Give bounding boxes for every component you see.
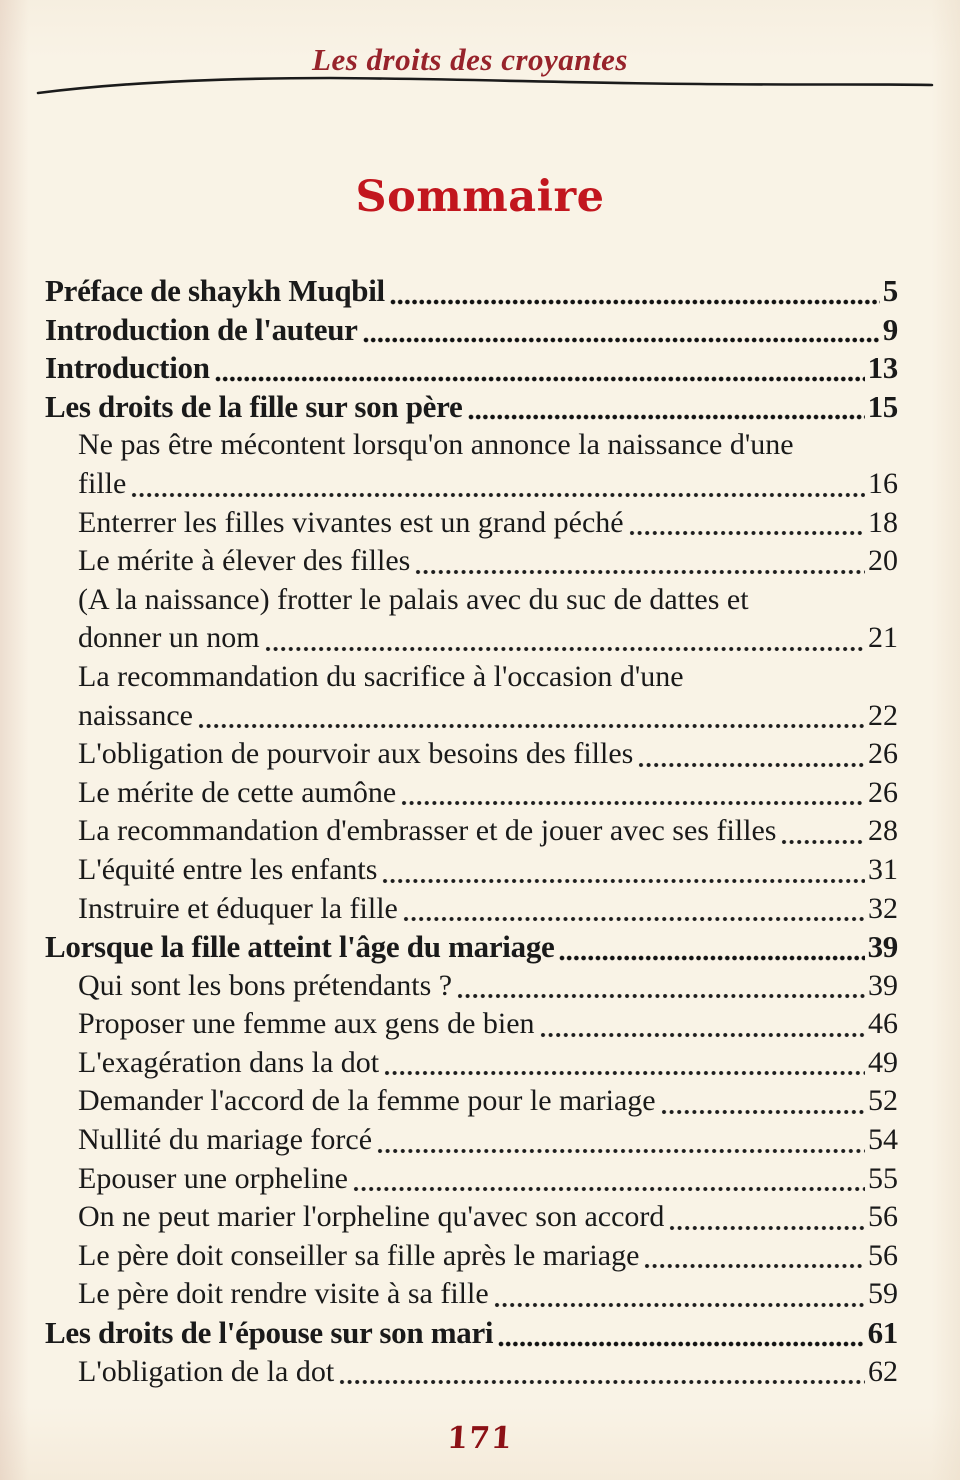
- toc-entry-line: [45, 504, 898, 543]
- dot-leader: [468, 414, 865, 420]
- dot-leader: [215, 376, 865, 382]
- toc-entry-text: (A la naissance) frotter le palais avec du suc de dattes et: [78, 582, 749, 616]
- dot-leader: [498, 1341, 864, 1347]
- header-rule-line: [0, 55, 960, 115]
- dot-leader: [390, 299, 880, 305]
- toc-entry-text: Ne pas être mécontent lorsqu'on annonce la naissance d'une: [78, 428, 794, 462]
- toc-entry-line: [45, 311, 898, 350]
- dot-leader: [403, 916, 865, 922]
- toc-entry-page-number: 39: [867, 929, 898, 965]
- toc-entry-text: La recommandation du sacrifice à l'occasion d'une: [78, 659, 684, 693]
- toc-entry-page-number: 56: [868, 1238, 898, 1272]
- toc-entry-page-number: 52: [868, 1084, 898, 1118]
- toc-entry-page-number: 28: [868, 814, 898, 848]
- toc-entry-line: [45, 619, 898, 658]
- toc-entry-text: Epouser une orpheline: [78, 1161, 348, 1195]
- toc-entry-text: Qui sont les bons prétendants ?: [78, 968, 453, 1002]
- dot-leader: [384, 1070, 865, 1076]
- dot-leader: [363, 337, 880, 343]
- toc-entry-page-number: 54: [868, 1123, 898, 1157]
- dot-leader: [377, 1148, 865, 1154]
- toc-entry-line: [45, 890, 898, 929]
- toc-entry-text: naissance: [78, 698, 193, 732]
- dot-leader: [540, 1032, 865, 1038]
- toc-entry-text: Le père doit conseiller sa fille après le mariage: [78, 1238, 640, 1272]
- toc-entry-line: [45, 735, 898, 774]
- toc-entry-page-number: 5: [882, 273, 898, 308]
- toc-entry-text: Le mérite de cette aumône: [78, 775, 397, 809]
- toc-entry-line: [45, 542, 898, 581]
- dot-leader: [382, 878, 865, 884]
- toc-entry-page-number: 49: [868, 1045, 898, 1079]
- toc-entry-line: [45, 812, 898, 851]
- toc-entry-page-number: 15: [867, 388, 898, 424]
- dot-leader: [661, 1109, 865, 1115]
- toc-entry-line: [45, 928, 898, 967]
- toc-entry-line: [45, 272, 898, 311]
- toc-entry-line: [45, 1082, 898, 1121]
- toc-entry-text: Instruire et éduquer la fille: [78, 891, 398, 925]
- toc-entry-page-number: 62: [868, 1354, 898, 1388]
- toc-entry-continuation-line: [45, 426, 898, 465]
- toc-entry-text: L'exagération dans la dot: [78, 1045, 380, 1079]
- dot-leader: [401, 800, 865, 806]
- toc-entry-line: [45, 1044, 898, 1083]
- dot-leader: [638, 762, 865, 768]
- toc-entry-text: Introduction de l'auteur: [45, 311, 358, 347]
- dot-leader: [781, 839, 865, 845]
- dot-leader: [669, 1225, 865, 1231]
- toc-entry-page-number: 26: [868, 775, 898, 809]
- toc-entry-text: L'obligation de la dot: [78, 1354, 335, 1388]
- toc-entry-page-number: 61: [867, 1315, 898, 1351]
- dot-leader: [131, 492, 865, 498]
- dot-leader: [353, 1186, 865, 1192]
- toc-entry-line: [45, 697, 898, 736]
- toc-entry-page-number: 9: [882, 311, 898, 347]
- toc-entry-text: Enterrer les filles vivantes est un grand péché: [78, 505, 624, 539]
- toc-entry-line: [45, 349, 898, 388]
- toc-entry-line: [45, 1160, 898, 1199]
- toc-entry-text: Le mérite à élever des filles: [78, 544, 411, 578]
- toc-entry-page-number: 55: [868, 1161, 898, 1195]
- toc-entry-line: [45, 1275, 898, 1314]
- toc-entry-text: donner un nom: [78, 621, 260, 655]
- toc-entry-line: [45, 851, 898, 890]
- toc-entry-line: [45, 774, 898, 813]
- toc-entry-line: [45, 1314, 898, 1353]
- toc-entry-page-number: 18: [868, 505, 898, 539]
- toc-entry-text: On ne peut marier l'orpheline qu'avec son accord: [78, 1200, 665, 1234]
- toc-entry-text: Introduction: [45, 350, 210, 386]
- toc-entry-text: L'équité entre les enfants: [78, 852, 378, 886]
- dot-leader: [629, 530, 865, 536]
- toc-entry-page-number: 39: [868, 968, 898, 1002]
- table-of-contents: [45, 272, 898, 1391]
- toc-entry-page-number: 59: [868, 1277, 898, 1311]
- dot-leader: [457, 993, 865, 999]
- toc-entry-line: [45, 1353, 898, 1392]
- toc-entry-line: [45, 1005, 898, 1044]
- toc-entry-continuation-line: [45, 581, 898, 620]
- toc-entry-page-number: 22: [868, 698, 898, 732]
- toc-entry-text: Les droits de la fille sur son père: [45, 388, 463, 424]
- dot-leader: [559, 955, 864, 961]
- toc-entry-page-number: 32: [868, 891, 898, 925]
- toc-entry-page-number: 13: [867, 350, 898, 386]
- toc-entry-text: Demander l'accord de la femme pour le mariage: [78, 1084, 656, 1118]
- running-header-title: Les droits des croyantes: [312, 42, 628, 77]
- toc-entry-page-number: 20: [868, 544, 898, 578]
- toc-entry-text: Le père doit rendre visite à sa fille: [78, 1277, 489, 1311]
- toc-entry-page-number: 21: [868, 621, 898, 655]
- toc-entry-line: [45, 1237, 898, 1276]
- toc-entry-line: [45, 967, 898, 1006]
- toc-entry-line: [45, 388, 898, 427]
- dot-leader: [265, 646, 865, 652]
- toc-entry-page-number: 26: [868, 737, 898, 771]
- footer-page-number: 171: [445, 1421, 515, 1456]
- page-title: Sommaire: [355, 172, 605, 222]
- toc-entry-text: Préface de shaykh Muqbil: [45, 273, 385, 308]
- toc-entry-text: fille: [78, 466, 127, 500]
- toc-entry-text: Nullité du mariage forcé: [78, 1123, 373, 1157]
- dot-leader: [494, 1302, 865, 1308]
- dot-leader: [198, 723, 865, 729]
- toc-entry-text: La recommandation d'embrasser et de jouer avec ses filles: [78, 814, 777, 848]
- toc-entry-text: L'obligation de pourvoir aux besoins des filles: [78, 737, 634, 771]
- toc-entry-page-number: 31: [868, 852, 898, 886]
- dot-leader: [415, 569, 865, 575]
- dot-leader: [339, 1379, 865, 1385]
- toc-entry-page-number: 56: [868, 1200, 898, 1234]
- toc-entry-line: [45, 465, 898, 504]
- toc-entry-text: Proposer une femme aux gens de bien: [78, 1007, 535, 1041]
- toc-entry-text: Les droits de l'épouse sur son mari: [45, 1315, 494, 1351]
- dot-leader: [644, 1263, 865, 1269]
- toc-entry-text: Lorsque la fille atteint l'âge du mariage: [45, 929, 555, 965]
- toc-entry-continuation-line: [45, 658, 898, 697]
- toc-entry-line: [45, 1198, 898, 1237]
- toc-entry-line: [45, 1121, 898, 1160]
- toc-entry-page-number: 46: [868, 1007, 898, 1041]
- toc-entry-page-number: 16: [868, 466, 898, 500]
